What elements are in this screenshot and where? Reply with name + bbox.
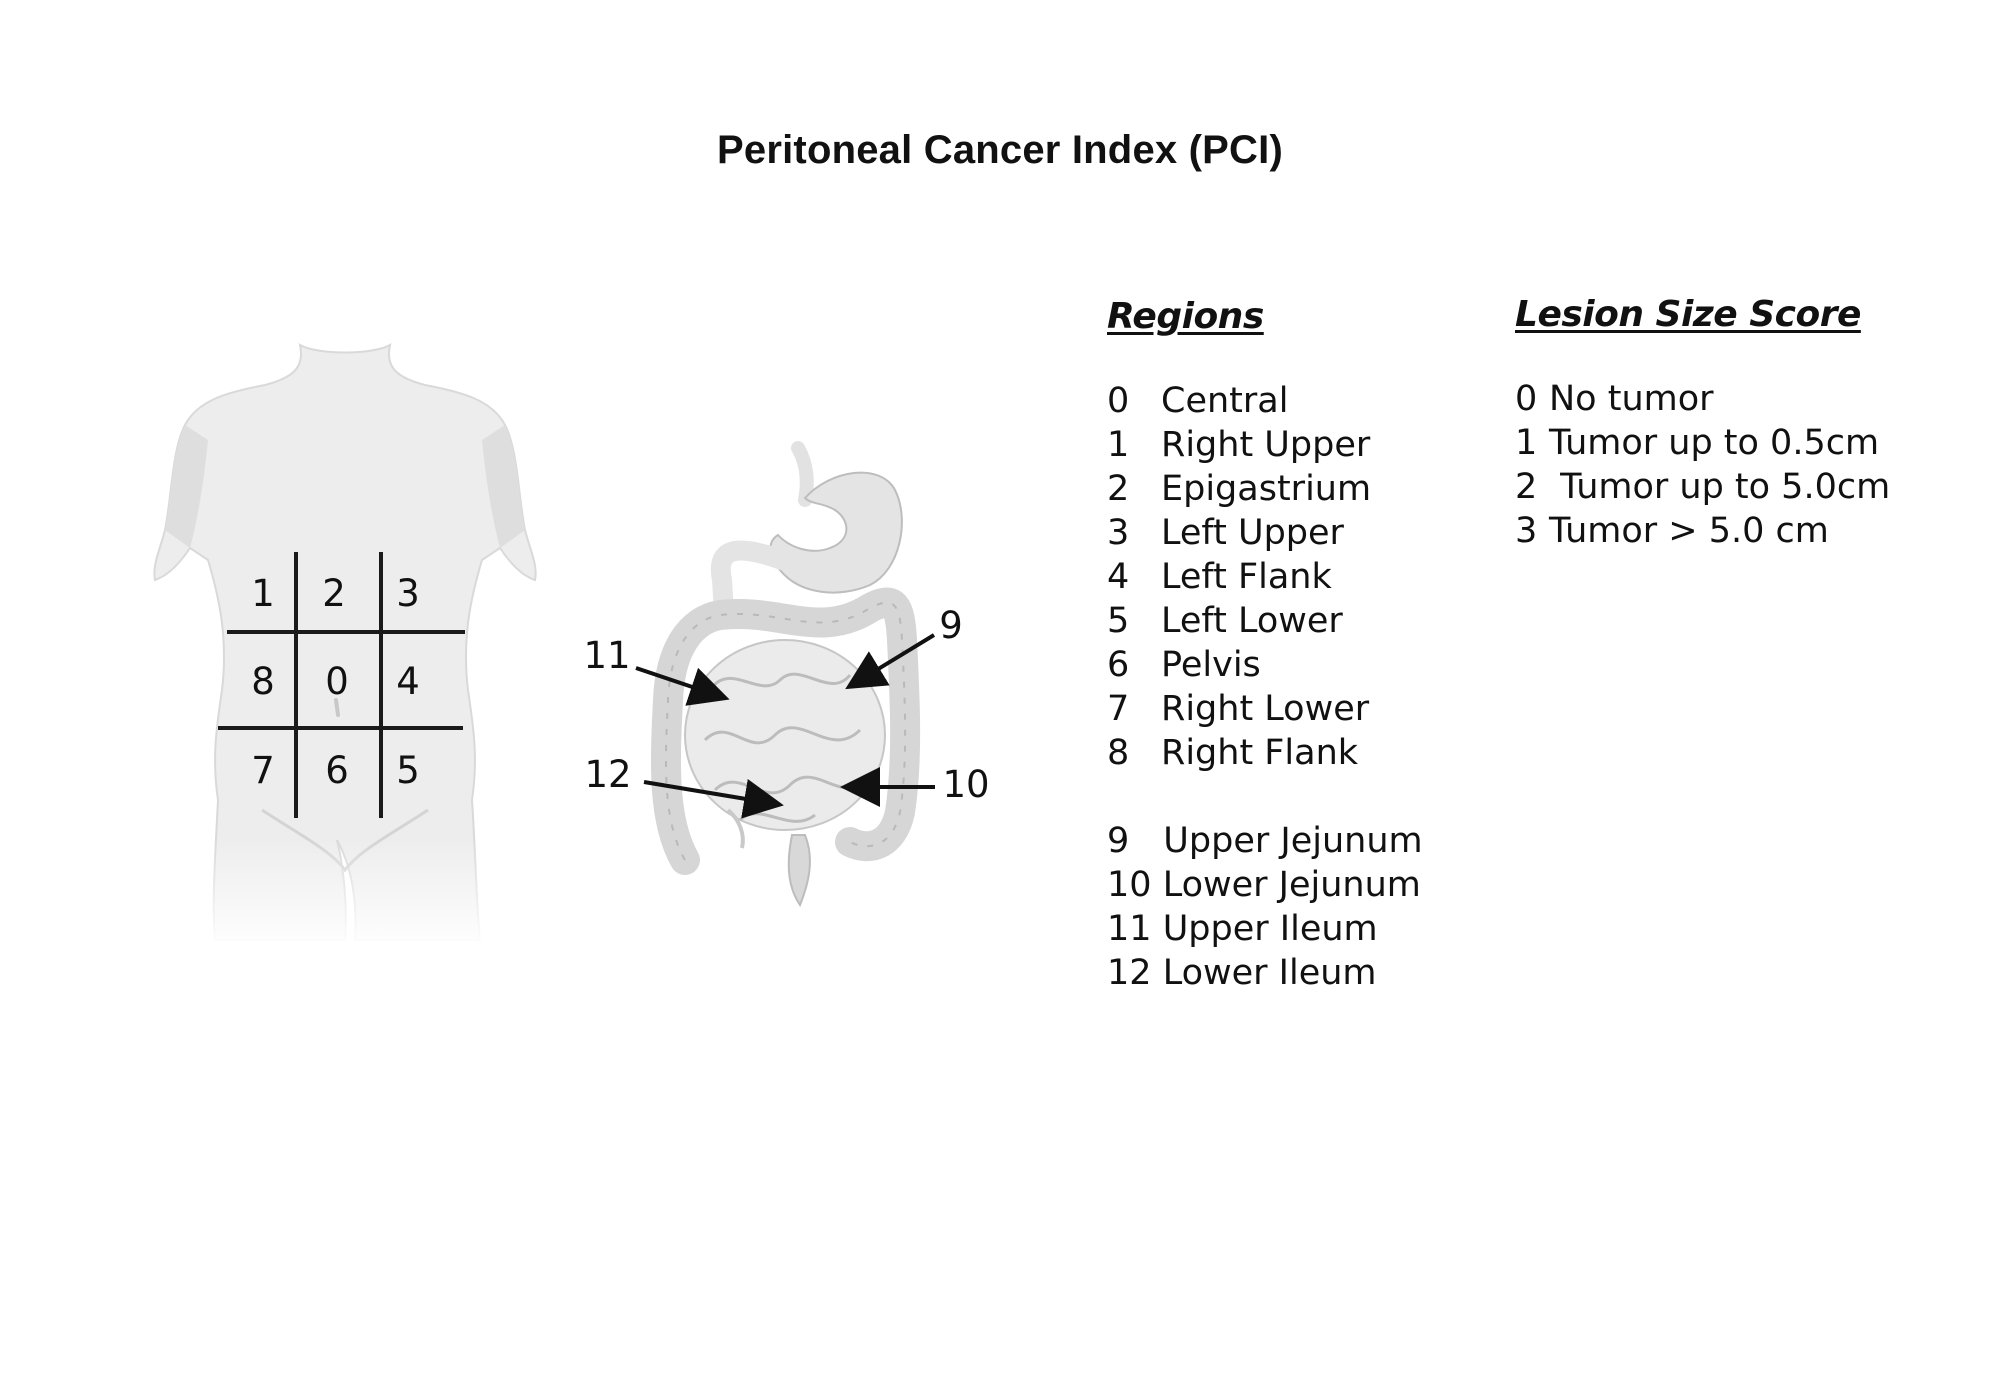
region-row: [1107, 423, 1423, 467]
region-name: Lower Jejunum: [1162, 865, 1421, 905]
grid-label-1: 1: [251, 572, 275, 615]
region-number: 7: [1107, 689, 1130, 729]
intestine-label-10: 10: [942, 763, 990, 806]
region-name: Left Upper: [1161, 513, 1344, 553]
grid-label-8: 8: [251, 660, 275, 703]
region-name: Right Flank: [1161, 733, 1359, 773]
region-row: [1107, 951, 1423, 995]
grid-label-3: 3: [396, 572, 420, 615]
lesion-score: 3: [1515, 511, 1538, 551]
lesion-description: Tumor up to 0.5cm: [1549, 423, 1880, 463]
region-name: Left Flank: [1161, 557, 1332, 597]
lesion-description: Tumor up to 5.0cm: [1549, 467, 1891, 507]
grid-label-0: 0: [325, 660, 349, 703]
region-name: Right Lower: [1161, 689, 1370, 729]
regions-legend: [1107, 295, 1423, 995]
region-row: [1107, 731, 1423, 775]
region-number: 4: [1107, 557, 1130, 597]
region-row: [1107, 819, 1423, 863]
region-row: [1107, 687, 1423, 731]
lesion-score: 2: [1515, 467, 1538, 507]
region-number: 1: [1107, 425, 1130, 465]
intestine-label-11: 11: [583, 634, 631, 677]
region-number: 12: [1107, 953, 1152, 993]
grid-label-2: 2: [322, 572, 346, 615]
rectum: [789, 835, 810, 905]
grid-label-6: 6: [325, 749, 349, 792]
region-row: [1107, 643, 1423, 687]
region-name: Pelvis: [1161, 645, 1261, 685]
region-row: [1107, 467, 1423, 511]
torso-illustration: [150, 330, 550, 950]
region-number: 0: [1107, 381, 1130, 421]
region-row: [1107, 863, 1423, 907]
lesion-size-legend: [1515, 293, 1890, 553]
esophagus: [798, 448, 807, 500]
lesion-score: 0: [1515, 379, 1538, 419]
region-number: 9: [1107, 821, 1130, 861]
region-number: 2: [1107, 469, 1130, 509]
region-name: Epigastrium: [1161, 469, 1372, 509]
intestine-label-9: 9: [939, 604, 963, 647]
lesion-description: No tumor: [1549, 379, 1714, 419]
grid-label-7: 7: [251, 749, 275, 792]
region-name: Right Upper: [1161, 425, 1371, 465]
gastrointestinal-tract-illustration: [583, 448, 989, 905]
region-row: [1107, 511, 1423, 555]
region-number: 8: [1107, 733, 1130, 773]
grid-label-4: 4: [396, 660, 420, 703]
region-number: 5: [1107, 601, 1130, 641]
intestine-label-12: 12: [584, 753, 632, 796]
region-number: 11: [1107, 909, 1152, 949]
stomach: [770, 473, 902, 593]
anatomy-figure: [0, 0, 1060, 1000]
region-name: Upper Jejunum: [1163, 821, 1423, 861]
lesion-row: [1515, 509, 1890, 553]
region-row: [1107, 379, 1423, 423]
lesion-heading: Lesion Size Score: [1515, 294, 1861, 335]
region-number: 6: [1107, 645, 1130, 685]
region-name: Left Lower: [1161, 601, 1343, 641]
region-name: Lower Ileum: [1162, 953, 1377, 993]
region-row: [1107, 907, 1423, 951]
region-row: [1107, 555, 1423, 599]
grid-label-5: 5: [396, 749, 420, 792]
region-name: Upper Ileum: [1162, 909, 1378, 949]
region-row: [1107, 599, 1423, 643]
page-title: Peritoneal Cancer Index (PCI): [717, 128, 1283, 172]
lesion-description: Tumor > 5.0 cm: [1549, 511, 1829, 551]
regions-heading: Regions: [1107, 296, 1264, 337]
region-number: 3: [1107, 513, 1130, 553]
region-number: 10: [1107, 865, 1152, 905]
lesion-score: 1: [1515, 423, 1538, 463]
lesion-row: [1515, 377, 1890, 421]
region-name: Central: [1161, 381, 1289, 421]
lesion-row: [1515, 421, 1890, 465]
lesion-row: [1515, 465, 1890, 509]
